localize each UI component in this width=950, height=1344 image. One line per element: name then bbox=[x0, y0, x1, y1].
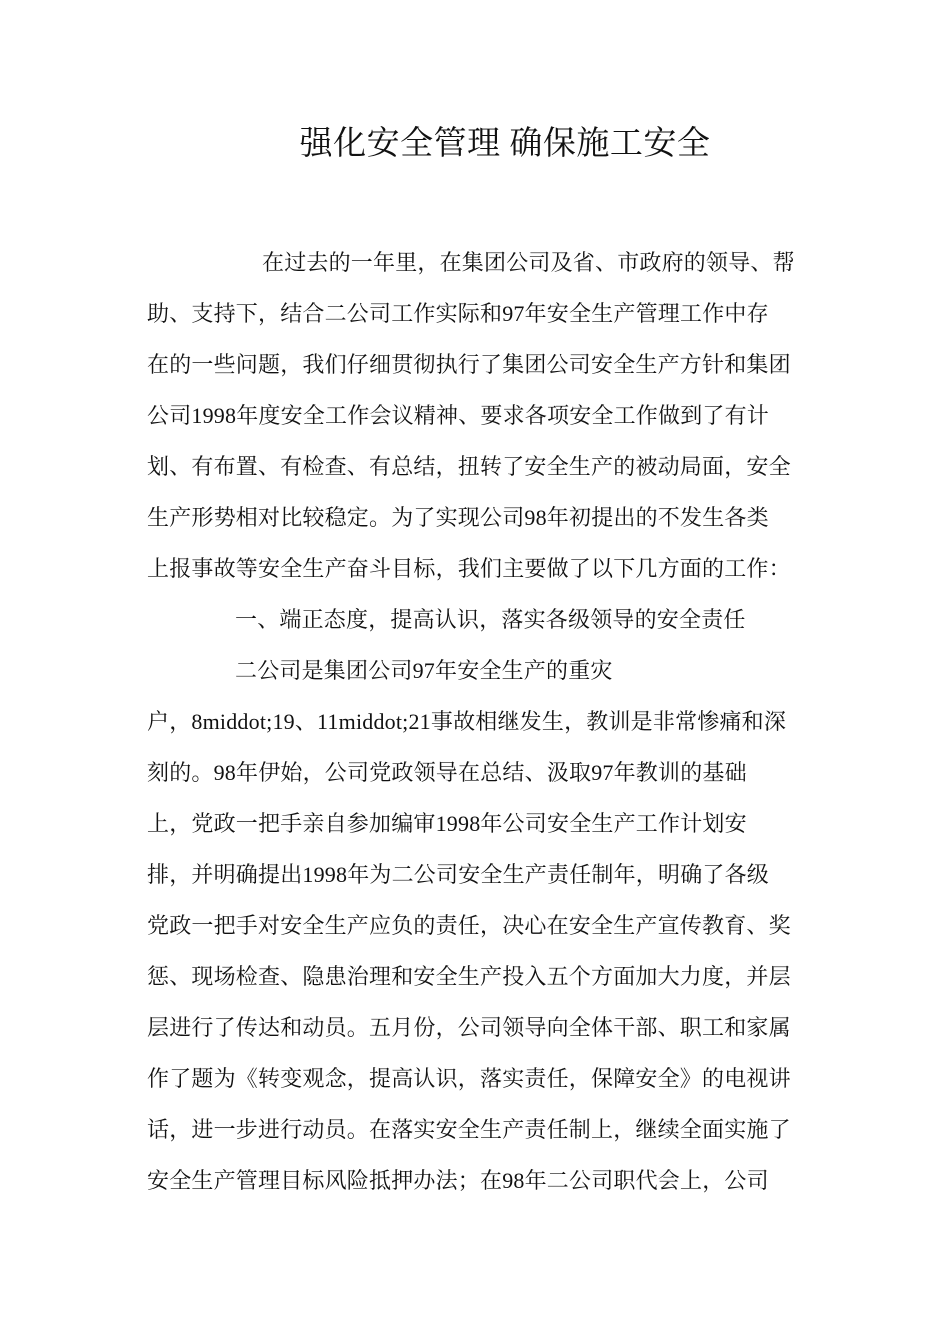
paragraph-line: 在的一些问题，我们仔细贯彻执行了集团公司安全生产方针和集团 bbox=[147, 352, 791, 377]
document-title: 强化安全管理 确保施工安全 bbox=[299, 126, 711, 162]
paragraph-line: 二公司是集团公司97年安全生产的重灾 bbox=[235, 658, 613, 683]
paragraph-line: 惩、现场检查、隐患治理和安全生产投入五个方面加大力度，并层 bbox=[147, 964, 791, 989]
paragraph-line: 排，并明确提出1998年为二公司安全生产责任制年，明确了各级 bbox=[147, 862, 770, 887]
paragraph-line: 生产形势相对比较稳定。为了实现公司98年初提出的不发生各类 bbox=[147, 505, 769, 530]
paragraph-line: 划、有布置、有检查、有总结，扭转了安全生产的被动局面，安全 bbox=[147, 454, 791, 479]
paragraph-line: 党政一把手对安全生产应负的责任，决心在安全生产宣传教育、奖 bbox=[147, 913, 791, 938]
paragraph-line: 刻的。98年伊始，公司党政领导在总结、汲取97年教训的基础 bbox=[147, 760, 747, 785]
paragraph-line: 安全生产管理目标风险抵押办法；在98年二公司职代会上，公司 bbox=[147, 1168, 769, 1193]
paragraph-line: 户，8middot;19、11middot;21事故相继发生，教训是非常惨痛和深 bbox=[147, 709, 787, 734]
paragraph-line: 助、支持下，结合二公司工作实际和97年安全生产管理工作中存 bbox=[147, 301, 769, 326]
paragraph-line: 作了题为《转变观念，提高认识，落实责任，保障安全》的电视讲 bbox=[147, 1066, 791, 1091]
paragraph-line: 公司1998年度安全工作会议精神、要求各项安全工作做到了有计 bbox=[147, 403, 770, 428]
paragraph-line: 话，进一步进行动员。在落实安全生产责任制上，继续全面实施了 bbox=[147, 1117, 791, 1142]
paragraph-line: 层进行了传达和动员。五月份，公司领导向全体干部、职工和家属 bbox=[147, 1015, 791, 1040]
paragraph-line: 在过去的一年里，在集团公司及省、市政府的领导、帮 bbox=[262, 250, 795, 275]
section-heading: 一、端正态度，提高认识，落实各级领导的安全责任 bbox=[235, 607, 746, 632]
paragraph-line: 上报事故等安全生产奋斗目标，我们主要做了以下几方面的工作： bbox=[147, 556, 791, 581]
paragraph-line: 上，党政一把手亲自参加编审1998年公司安全生产工作计划安 bbox=[147, 811, 747, 836]
